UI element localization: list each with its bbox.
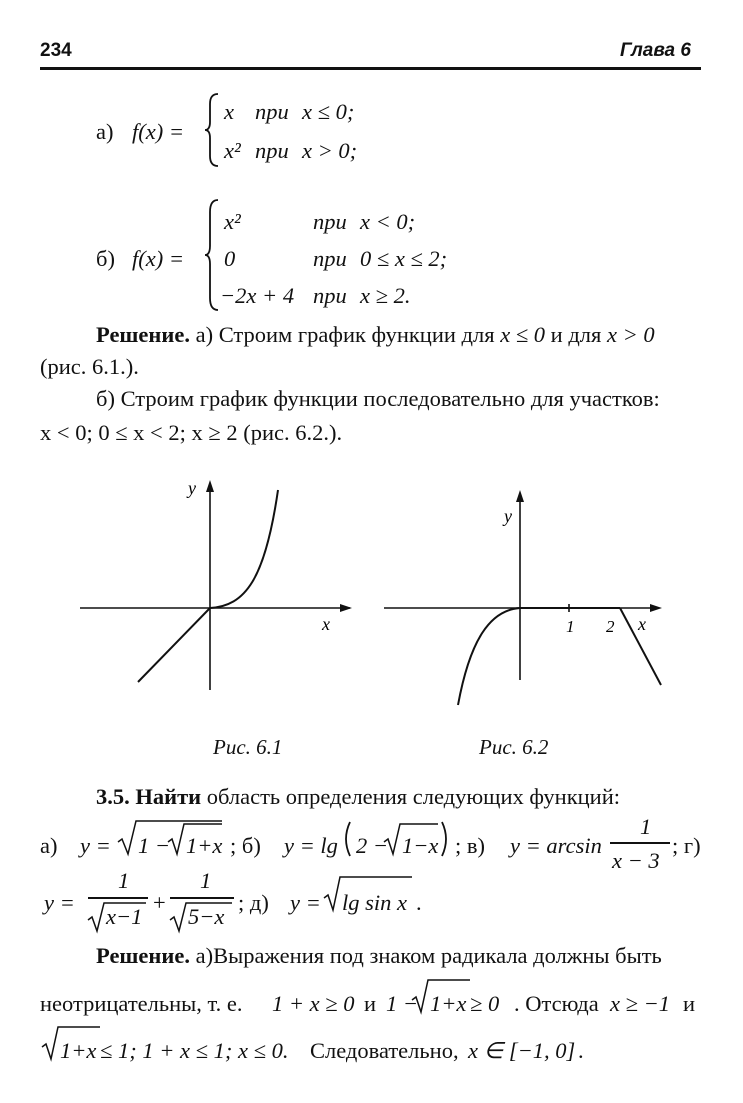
part-a-case1-expr: x bbox=[224, 99, 234, 124]
fig2-tick2-label: 2 bbox=[606, 617, 615, 636]
figure-6-1 bbox=[70, 470, 360, 700]
task-d-fraction-bar-1 bbox=[88, 897, 148, 899]
solution2-interval: x ∈ [−1, 0] bbox=[468, 1038, 576, 1063]
part-b-case2-cond: 0 ≤ x ≤ 2; bbox=[360, 246, 448, 271]
solution1-cond2: x > 0 bbox=[607, 322, 655, 347]
part-b-lhs: f(x) = bbox=[132, 246, 185, 271]
solution2-line2-start: неотрицательны, т. е. bbox=[40, 991, 243, 1016]
part-a-case1-word: при bbox=[255, 99, 289, 124]
solution1-mid: и для bbox=[550, 322, 602, 347]
solution2-text1: а)Выражения под знаком радикала должны быть bbox=[195, 943, 662, 968]
part-b-case3-word: при bbox=[313, 283, 347, 308]
task-d-num1: 1 bbox=[118, 868, 130, 893]
fig1-y-label: y bbox=[188, 478, 196, 498]
part-b-label: б) bbox=[96, 246, 115, 271]
task-b-sep: ; в) bbox=[455, 833, 485, 858]
chapter-title: Глава 6 bbox=[620, 40, 691, 61]
task-c-num: 1 bbox=[640, 814, 652, 839]
task-rest: область определения следующих функций: bbox=[206, 784, 620, 809]
task-c-sep: ; г) bbox=[672, 833, 701, 858]
task-number: 3.5. bbox=[96, 784, 130, 809]
task-heading bbox=[96, 786, 620, 809]
part-b-case2-word: при bbox=[313, 246, 347, 271]
task-a-innermost: 1+x bbox=[186, 833, 223, 858]
page-number: 234 bbox=[40, 40, 72, 61]
task-d-plus: + bbox=[153, 890, 166, 915]
solution2-ineq1: 1 + x ≥ 0 bbox=[272, 991, 355, 1016]
part-b-case1-expr: x² bbox=[224, 209, 241, 234]
header-rule bbox=[40, 67, 701, 70]
task-a-lhs: y = bbox=[80, 833, 111, 858]
fig1-caption: Рис. 6.1 bbox=[213, 735, 283, 759]
task-b-innermost: 1−x bbox=[402, 833, 439, 858]
task-c-lhs: y = arcsin bbox=[510, 833, 602, 858]
fig2-x-label: x bbox=[638, 614, 646, 634]
solution1-line2: (рис. 6.1.). bbox=[40, 354, 139, 379]
task-c-fraction-bar bbox=[610, 842, 670, 844]
task-b-inner: 2 − bbox=[356, 833, 389, 858]
solution2-and2: и bbox=[683, 991, 696, 1016]
fig1-y-arrow bbox=[206, 480, 214, 492]
fig2-y-label: y bbox=[504, 506, 512, 526]
solution1-line1 bbox=[96, 324, 655, 347]
part-b-case3-expr: −2x + 4 bbox=[220, 283, 295, 308]
part-a-case2-cond: x > 0; bbox=[302, 138, 358, 163]
fig2-tick1-label: 1 bbox=[566, 617, 575, 636]
task-c-den: x − 3 bbox=[612, 848, 660, 873]
task-b-lhs: y = lg bbox=[284, 833, 338, 858]
solution2-therefore: Следовательно, bbox=[310, 1038, 459, 1063]
task-d-lhs: y = bbox=[44, 890, 75, 915]
task-e-inner: lg sin x bbox=[342, 890, 407, 915]
part-b-case3-cond: x ≥ 2. bbox=[360, 283, 411, 308]
task-d-fraction-bar-2 bbox=[170, 897, 234, 899]
task-d-num2: 1 bbox=[200, 868, 212, 893]
solution1-line4: x < 0; 0 ≤ x < 2; x ≥ 2 (рис. 6.2.). bbox=[40, 420, 343, 445]
solution2-head: Решение. bbox=[96, 943, 190, 968]
part-b-case2-expr: 0 bbox=[224, 246, 236, 271]
solution1-text1: а) Строим график функции для bbox=[195, 322, 495, 347]
part-a-lhs: f(x) = bbox=[132, 119, 185, 144]
fig1-x-label: x bbox=[322, 614, 330, 634]
fig2-caption: Рис. 6.2 bbox=[479, 735, 549, 759]
solution2-hence: . Отсюда bbox=[514, 991, 599, 1016]
task-a-sep: ; б) bbox=[230, 833, 261, 858]
fig1-line-branch bbox=[138, 608, 210, 682]
solution1-line3: б) Строим график функции последовательно для участков: bbox=[96, 386, 660, 411]
fig1-x-arrow bbox=[340, 604, 352, 612]
part-a-case2-word: при bbox=[255, 138, 289, 163]
part-b-case1-word: при bbox=[313, 209, 347, 234]
task-d-den1: x−1 bbox=[106, 904, 143, 929]
fig2-x-arrow bbox=[650, 604, 662, 612]
solution1-head: Решение. bbox=[96, 322, 190, 347]
fig1-parabola-branch bbox=[210, 490, 278, 608]
solution2-line1 bbox=[96, 945, 662, 968]
part-a-case1-cond: x ≤ 0; bbox=[302, 99, 355, 124]
part-a-case2-expr: x² bbox=[224, 138, 241, 163]
task-a-inner: 1 − bbox=[138, 833, 171, 858]
task-a-label: а) bbox=[40, 833, 58, 858]
solution2-ineq2-rad: 1+x bbox=[430, 991, 467, 1016]
task-verb: Найти bbox=[135, 784, 202, 809]
fig2-cubic-branch bbox=[458, 608, 520, 705]
task-e-end: . bbox=[416, 890, 422, 915]
task-e-lhs: y = bbox=[290, 890, 321, 915]
solution2-and1: и bbox=[364, 991, 377, 1016]
fig2-y-arrow bbox=[516, 490, 524, 502]
figure-6-2 bbox=[380, 480, 670, 720]
part-b-case1-cond: x < 0; bbox=[360, 209, 416, 234]
part-a-label: а) bbox=[96, 119, 114, 144]
solution2-line3-ineqs: ≤ 1; 1 + x ≤ 1; x ≤ 0. bbox=[100, 1038, 289, 1063]
task-d-sep: ; д) bbox=[238, 890, 269, 915]
solution2-ineq3: x ≥ −1 bbox=[610, 991, 671, 1016]
solution1-cond1: x ≤ 0 bbox=[500, 322, 546, 347]
solution2-ineq2-b: ≥ 0 bbox=[470, 991, 500, 1016]
solution2-ineq2-a: 1 − bbox=[386, 991, 419, 1016]
solution2-line3-rad: 1+x bbox=[60, 1038, 97, 1063]
solution2-end: . bbox=[578, 1038, 584, 1063]
task-d-den2: 5−x bbox=[188, 904, 225, 929]
part-a-brace bbox=[204, 92, 222, 168]
